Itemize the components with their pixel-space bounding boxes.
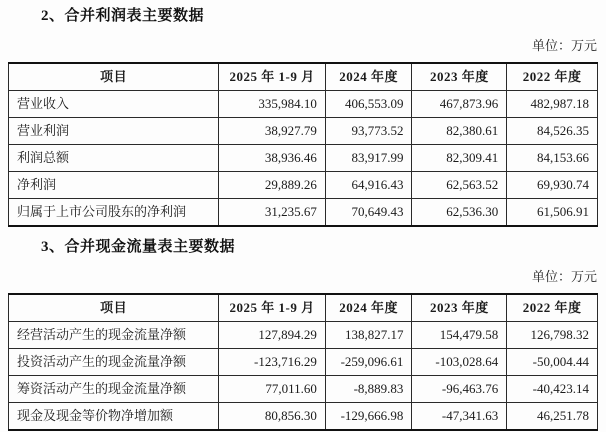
value-cell: 82,380.61 [412,118,507,145]
value-cell: 335,984.10 [219,91,326,118]
section-heading-cash-flow: 3、合并现金流量表主要数据 [41,239,236,255]
row-label: 归属于上市公司股东的净利润 [9,199,219,227]
row-label: 营业收入 [9,91,219,118]
column-header-item: 项目 [9,63,219,91]
value-cell: 482,987.18 [507,91,598,118]
row-label: 筹资活动产生的现金流量净额 [9,376,219,403]
value-cell: 77,011.60 [219,376,326,403]
value-cell: 29,889.26 [219,172,326,199]
table-header-row [9,63,598,91]
section-heading-income-statement: 2、合并利润表主要数据 [41,8,205,24]
table-row [9,199,598,227]
value-cell: 80,856.30 [219,403,326,431]
column-header-2024: 2024 年度 [325,63,412,91]
value-cell: 38,936.46 [219,145,326,172]
table-row [9,91,598,118]
value-cell: -259,096.61 [325,349,412,376]
value-cell: 83,917.99 [325,145,412,172]
value-cell: -8,889.83 [325,376,412,403]
column-header-2022: 2022 年度 [507,63,598,91]
table-row [9,349,598,376]
row-label: 现金及现金等价物净增加额 [9,403,219,431]
table-row [9,145,598,172]
value-cell: 126,798.32 [507,322,598,349]
unit-label: 单位：万元 [531,269,597,284]
value-cell: 467,873.96 [412,91,507,118]
column-header-2024: 2024 年度 [325,294,412,322]
value-cell: -129,666.98 [325,403,412,431]
value-cell: 46,251.78 [507,403,598,431]
value-cell: 84,153.66 [507,145,598,172]
value-cell: 64,916.43 [325,172,412,199]
row-label: 投资活动产生的现金流量净额 [9,349,219,376]
column-header-2022: 2022 年度 [507,294,598,322]
value-cell: 70,649.43 [325,199,412,227]
row-label: 经营活动产生的现金流量净额 [9,322,219,349]
value-cell: -123,716.29 [219,349,326,376]
value-cell: 31,235.67 [219,199,326,227]
value-cell: -40,423.14 [507,376,598,403]
column-header-2023: 2023 年度 [412,63,507,91]
value-cell: 62,536.30 [412,199,507,227]
table-row [9,118,598,145]
value-cell: 84,526.35 [507,118,598,145]
cash-flow-table [8,293,598,431]
value-cell: -103,028.64 [412,349,507,376]
row-label: 净利润 [9,172,219,199]
table-row [9,376,598,403]
value-cell: 154,479.58 [412,322,507,349]
table-row [9,172,598,199]
value-cell: 61,506.91 [507,199,598,227]
table-row [9,403,598,431]
income-statement-table [8,62,598,227]
table-header-row [9,294,598,322]
value-cell: 38,927.79 [219,118,326,145]
value-cell: 127,894.29 [219,322,326,349]
table-row [9,322,598,349]
value-cell: 406,553.09 [325,91,412,118]
column-header-2025: 2025 年 1-9 月 [219,63,326,91]
value-cell: 93,773.52 [325,118,412,145]
column-header-item: 项目 [9,294,219,322]
value-cell: 69,930.74 [507,172,598,199]
column-header-2025: 2025 年 1-9 月 [219,294,326,322]
column-header-2023: 2023 年度 [412,294,507,322]
row-label: 营业利润 [9,118,219,145]
value-cell: 138,827.17 [325,322,412,349]
row-label: 利润总额 [9,145,219,172]
value-cell: -47,341.63 [412,403,507,431]
value-cell: -50,004.44 [507,349,598,376]
unit-label: 单位：万元 [531,38,597,53]
value-cell: 82,309.41 [412,145,507,172]
value-cell: 62,563.52 [412,172,507,199]
value-cell: -96,463.76 [412,376,507,403]
